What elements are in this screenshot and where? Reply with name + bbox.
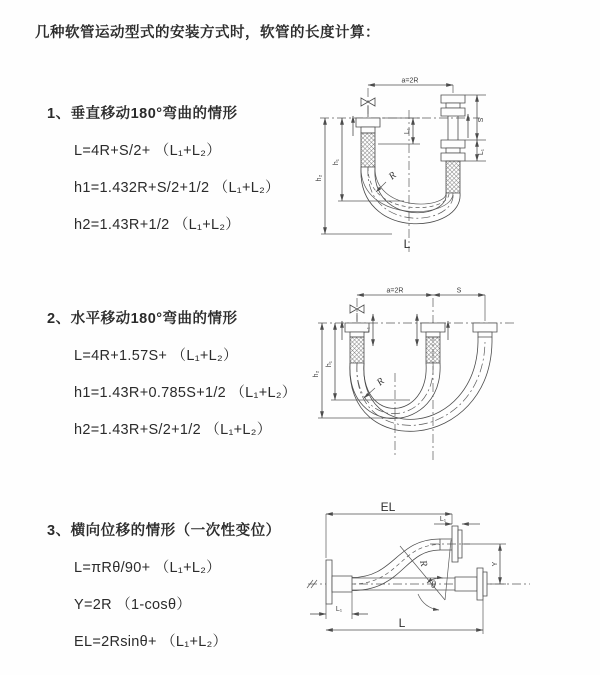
dimension-l1-top (434, 516, 480, 524)
angle-construction (400, 540, 451, 610)
dim-label-l1-right: L₁ (478, 148, 485, 156)
dimension-l1-left (364, 314, 373, 346)
page-title: 几种软管运动型式的安装方式时，软管的长度计算： (35, 25, 380, 41)
dim-label-h2: h₂ (313, 370, 320, 378)
section-2-formula-h2: h2=1.43R+S/2+1/2 （L₁+L₂） (74, 422, 272, 438)
dim-label-a2r: a=2R (401, 77, 419, 85)
dim-label-l: L (403, 237, 411, 251)
diagram-horizontal-bend (310, 278, 600, 470)
dim-label-el: EL (380, 500, 396, 514)
section-3 (47, 519, 281, 651)
section-3-formula-Y: Y=2R （1-cosθ） (74, 597, 192, 613)
dim-label-r: R (374, 375, 387, 389)
dimension-l1-right (477, 140, 485, 161)
dim-label-l1-top: L₁ (439, 516, 447, 523)
dim-label-h1: h₁ (326, 360, 333, 368)
left-flange (326, 560, 352, 604)
dim-label-l: L (398, 616, 406, 630)
section-2 (47, 307, 297, 439)
dimension-h2 (316, 118, 392, 234)
section-1 (47, 102, 280, 234)
dim-label-y: Y (492, 561, 499, 567)
dimension-l (326, 600, 483, 634)
dimension-h1 (326, 323, 410, 400)
dimension-l1-left (378, 118, 420, 144)
section-1-formula-h1: h1=1.432R+S/2+1/2 （L₁+L₂） (74, 180, 280, 196)
radius-annotation (364, 376, 387, 398)
dim-label-s: S (478, 117, 485, 123)
valve-icon (350, 305, 364, 322)
dim-label-h1: h₁ (333, 158, 340, 166)
right-hose-fitting (441, 95, 465, 193)
dimension-a2r (357, 288, 433, 296)
dim-label-theta: θ (431, 580, 436, 591)
diagram-vertical-bend (312, 74, 594, 260)
left-hose-fitting (356, 118, 380, 167)
diagram-lateral-displacement (300, 498, 600, 650)
section-3-formula-L: L=πRθ/90+ （L₁+L₂） (74, 560, 221, 576)
section-3-formula-EL: EL=2Rsinθ+ （L₁+L₂） (74, 634, 228, 650)
dim-label-r: R (417, 559, 430, 568)
section-1-formula-L: L=4R+S/2+ （L₁+L₂） (74, 143, 222, 159)
mid-hose-fitting (421, 323, 445, 363)
section-2-formula-h1: h1=1.43R+0.785S+1/2 （L₁+L₂） (74, 385, 297, 401)
dim-label-a2r: a=2R (386, 287, 404, 295)
hose-bundle (361, 167, 460, 224)
dim-label-l1-bottom: L₁ (335, 606, 343, 613)
dim-label-s: S (456, 287, 462, 295)
section-1-heading: 1、垂直移动180°弯曲的情形 (47, 106, 238, 122)
radius-annotation (376, 170, 399, 192)
dim-label-l1: L₁ (364, 326, 371, 334)
dimension-s (433, 288, 485, 322)
dimension-l1-bottom (310, 592, 368, 619)
dimension-el (326, 500, 452, 558)
section-1-formula-h2: h2=1.43R+1/2 （L₁+L₂） (74, 217, 241, 233)
dim-label-r: R (386, 169, 399, 183)
section-3-heading: 3、横向位移的情形（一次性变位） (47, 523, 281, 539)
section-2-formula-L: L=4R+1.57S+ （L₁+L₂） (74, 348, 238, 364)
dimension-a2r (368, 78, 453, 94)
dim-label-l1-left: L₁ (404, 127, 411, 135)
section-2-heading: 2、水平移动180°弯曲的情形 (47, 311, 238, 327)
right-hose-fitting (473, 323, 497, 342)
dim-label-h2: h₂ (316, 174, 323, 182)
